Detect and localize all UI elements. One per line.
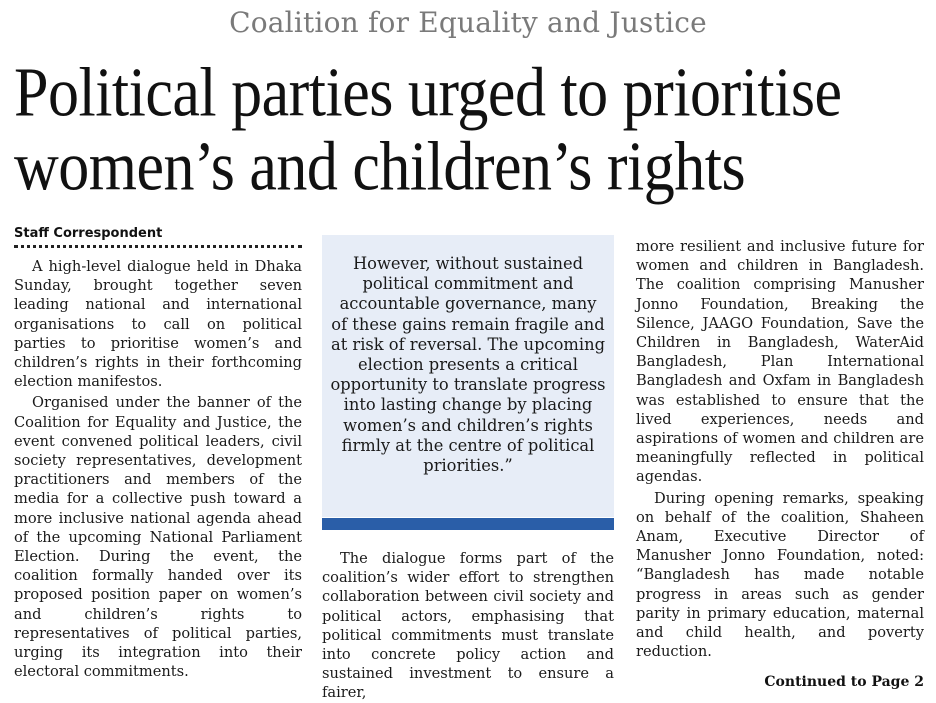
paragraph: The dialogue forms part of the coalition’s wider effort to strengthen collaboration between civil society and political actors, emphasising that political commitments must translate into concrete policy action and sustained investment to ensure a fairer, — [322, 550, 614, 702]
paragraph: A high-level dialogue held in Dhaka Sunday, brought together seven leading national and international organisations to call on political parties to prioritise women’s and children’s rights in their forthcoming election manifestos. — [14, 258, 302, 391]
paragraph: During opening remarks, speaking on behalf of the coalition, Shaheen Anam, Executive Director of Manusher Jonno Foundation, noted: “Bangladesh has made notable progress in areas such as gender parity in primary education, maternal and child health, and poverty reduction. — [636, 489, 924, 661]
headline-line-1: Political parties urged to prioritise — [14, 54, 842, 132]
column-1 — [14, 257, 302, 681]
column-2 — [322, 549, 614, 703]
headline — [14, 56, 924, 204]
continued-link[interactable]: Continued to Page 2 — [764, 674, 924, 690]
kicker: Coalition for Equality and Justice — [229, 6, 707, 39]
paragraph: more resilient and inclusive future for women and children in Bangladesh. The coalition comprising Manusher Jonno Foundation, Breaking the Silence, JAAGO Foundation, Save the Children in Bangladesh, WaterAid Bangladesh, Plan International Bangladesh and Oxfam in Bangladesh was established to ensure that the lived experiences, needs and aspirations of women and children are meaningfully reflected in political agendas. — [636, 238, 924, 486]
pull-quote: However, without sustained political commitment and accountable governance, many of these gains remain fragile and at risk of reversal. The upcoming election presents a critical opportunity to translate progress into lasting change by placing women’s and children’s rights firmly at the centre of political priorities.” — [330, 254, 606, 476]
paragraph: Organised under the banner of the Coalition for Equality and Justice, the event convened political leaders, civil society representatives, development practitioners and members of the media for a collective push toward a more inclusive national agenda ahead of the upcoming National Parliament Election. During the event, the coalition formally handed over its proposed position paper on women’s and children’s rights to representatives of political parties, urging its integration into their electoral commitments. — [14, 394, 302, 681]
headline-line-2: women’s and children’s rights — [14, 128, 746, 205]
pull-quote-bar — [322, 518, 614, 530]
byline-divider — [14, 245, 302, 248]
byline: Staff Correspondent — [14, 226, 163, 241]
column-3 — [636, 237, 924, 661]
